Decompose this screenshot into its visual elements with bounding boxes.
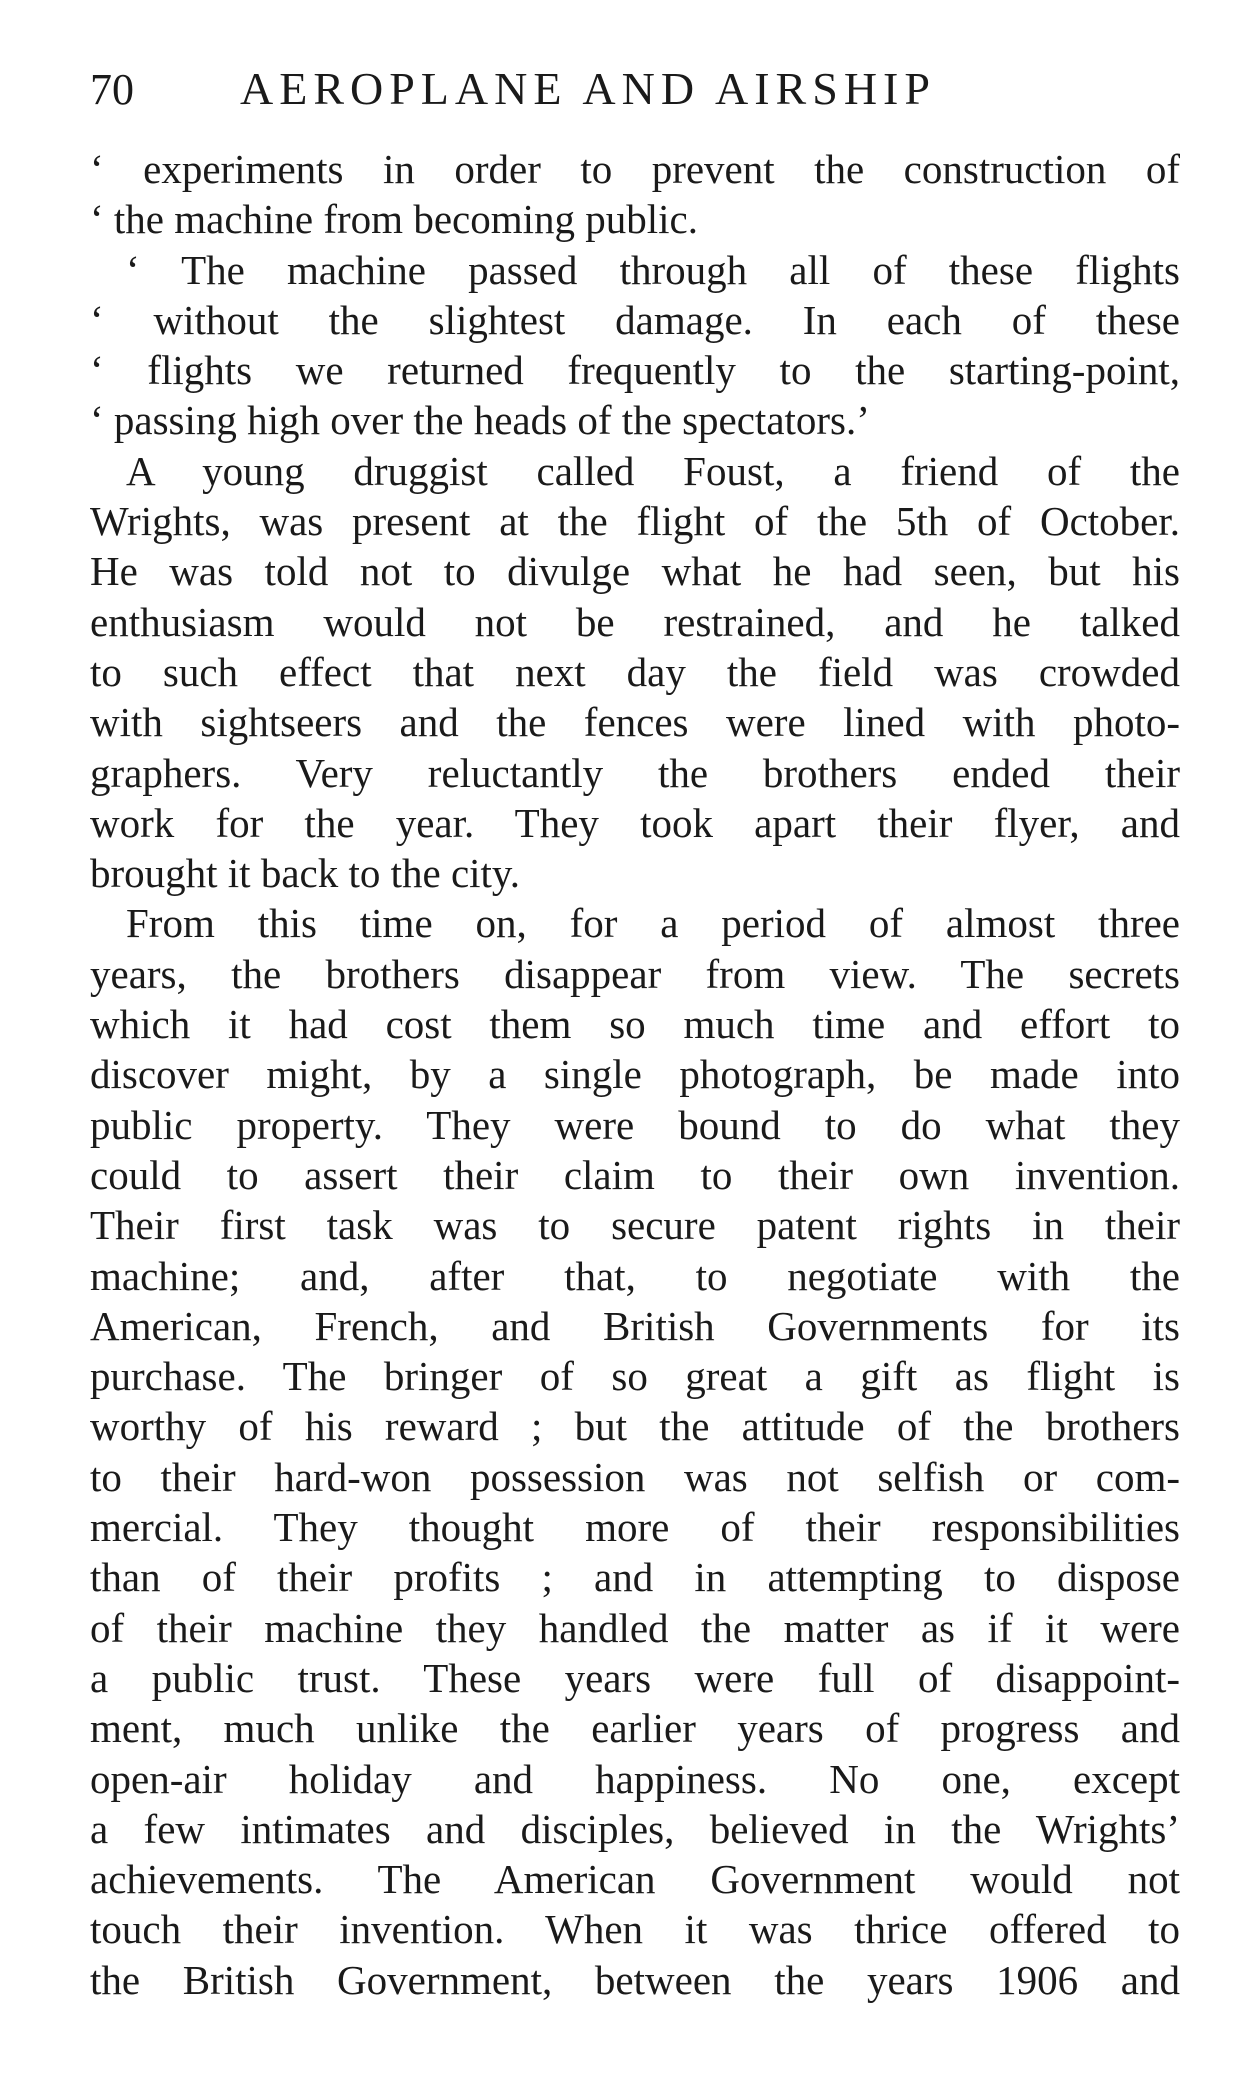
text-line: ‘ The machine passed through all of these flights — [126, 246, 1180, 293]
text-line: machine; and, after that, to negotiate with the — [90, 1252, 1180, 1299]
text-line: He was told not to divulge what he had seen, but his — [90, 548, 1180, 595]
text-line: ‘ passing high over the heads of the spectators.’ — [90, 397, 870, 444]
text-line: of their machine they handled the matter as if it were — [90, 1604, 1180, 1651]
text-line: years, the brothers disappear from view. The secrets — [90, 950, 1180, 997]
text-line: the British Government, between the years 1906 and — [90, 1956, 1180, 2003]
text-line: which it had cost them so much time and effort to — [90, 1001, 1180, 1048]
text-line: to their hard-won possession was not selfish or com- — [90, 1453, 1180, 1500]
text-line: than of their profits ; and in attempting to dispose — [90, 1554, 1180, 1601]
text-line: mercial. They thought more of their responsibilities — [90, 1504, 1180, 1551]
text-line: American, French, and British Governments for its — [90, 1302, 1180, 1349]
text-line: achievements. The American Government would not — [90, 1856, 1180, 1903]
text-line: A young druggist called Foust, a friend of the — [126, 447, 1180, 494]
body-text — [90, 144, 1180, 2005]
text-line: From this time on, for a period of almost three — [126, 900, 1180, 947]
book-page — [90, 62, 1180, 2005]
text-line: could to assert their claim to their own invention. — [90, 1151, 1180, 1198]
text-line: with sightseers and the fences were lined with photo- — [90, 699, 1180, 746]
text-line: a public trust. These years were full of disappoint- — [90, 1654, 1180, 1701]
text-line: enthusiasm would not be restrained, and he talked — [90, 598, 1180, 645]
text-line: Wrights, was present at the flight of the 5th of October. — [90, 498, 1180, 545]
text-line: purchase. The bringer of so great a gift as flight is — [90, 1353, 1180, 1400]
running-title: AEROPLANE AND AIRSHIP — [240, 63, 936, 114]
text-line: to such effect that next day the field was crowded — [90, 648, 1180, 695]
running-head — [90, 62, 1180, 132]
text-line: ment, much unlike the earlier years of progress and — [90, 1705, 1180, 1752]
text-line: open-air holiday and happiness. No one, except — [90, 1755, 1180, 1802]
text-line: ‘ flights we returned frequently to the starting-point, — [90, 347, 1180, 394]
text-line: Their first task was to secure patent rights in their — [90, 1202, 1180, 1249]
text-line: work for the year. They took apart their flyer, and — [90, 799, 1180, 846]
text-line: a few intimates and disciples, believed in the Wrights’ — [90, 1805, 1180, 1852]
text-line: touch their invention. When it was thrice offered to — [90, 1906, 1180, 1953]
text-line: graphers. Very reluctantly the brothers ended their — [90, 749, 1180, 796]
text-line: ‘ without the slightest damage. In each of these — [90, 296, 1180, 343]
text-line: ‘ experiments in order to prevent the construction of — [90, 146, 1180, 192]
text-line: worthy of his reward ; but the attitude of the brothers — [90, 1403, 1180, 1450]
text-line: brought it back to the city. — [90, 850, 521, 897]
text-line: public property. They were bound to do what they — [90, 1101, 1180, 1148]
text-line: ‘ the machine from becoming public. — [90, 196, 698, 243]
text-line: discover might, by a single photograph, be made into — [90, 1051, 1180, 1098]
page-number: 70 — [90, 65, 134, 114]
